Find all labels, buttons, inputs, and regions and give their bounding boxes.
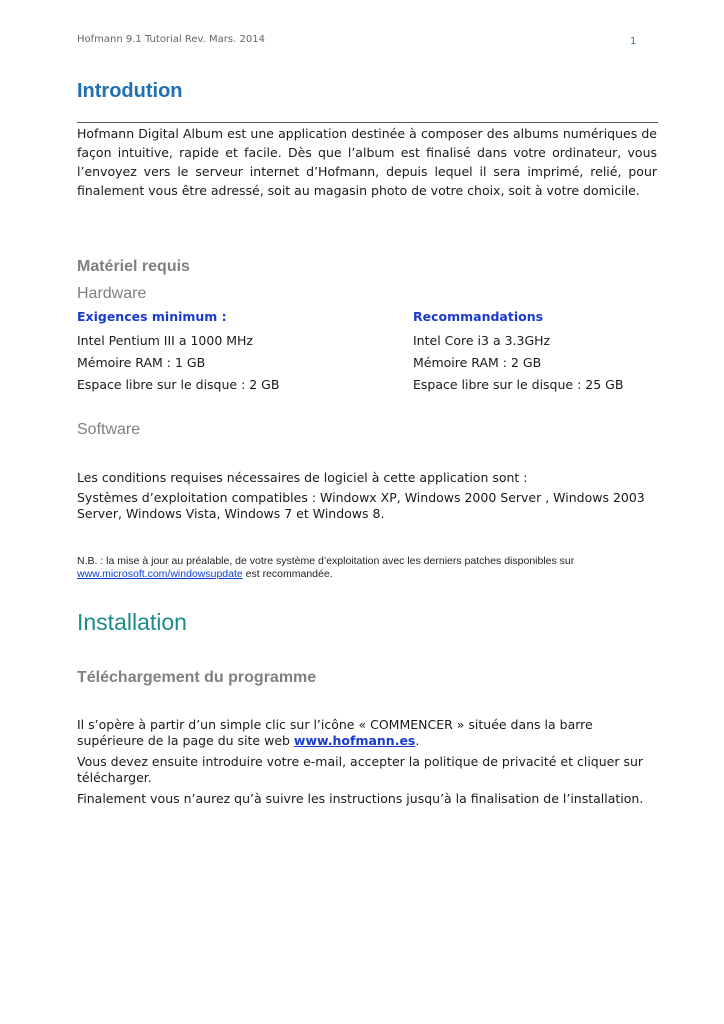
download-paragraph-2: Vous devez ensuite introduire votre e-mail, accepter la politique de privacité et cliquer sur télécharger. bbox=[77, 754, 644, 785]
minimum-requirements-heading: Exigences minimum : bbox=[77, 309, 227, 324]
update-note-suffix: est recommandée. bbox=[242, 568, 333, 580]
introduction-paragraph: Hofmann Digital Album est une application destinée à composer des albums numériques de façon intuitive, rapide et facile. Dès que l’album est finalisé dans votre ordinateur, vous l’envoyez vers le serveur internet d’Hofmann, depuis lequel il sera imprimé, relié, pour finalement vous être adressé, soit au magasin photo de votre choix, soit à votre domicile. bbox=[77, 126, 657, 198]
hofmann-website-link[interactable]: www.hofmann.es bbox=[293, 733, 416, 748]
update-note-text: N.B. : la mise à jour au préalable, de votre système d’exploitation avec les derniers patches disponibles sur bbox=[77, 555, 575, 567]
download-paragraph-1-end: . bbox=[415, 733, 420, 748]
introduction-heading: Introdution bbox=[77, 80, 183, 102]
minimum-cpu: Intel Pentium III a 1000 MHz bbox=[77, 333, 253, 348]
software-heading: Software bbox=[77, 421, 141, 438]
software-intro: Les conditions requises nécessaires de logiciel à cette application sont : bbox=[77, 470, 528, 485]
download-paragraph-1 bbox=[77, 717, 657, 749]
recommended-ram: Mémoire RAM : 2 GB bbox=[413, 355, 542, 370]
recommended-cpu: Intel Core i3 a 3.3GHz bbox=[413, 333, 551, 348]
software-systems: Systèmes d’exploitation compatibles : Windowx XP, Windows 2000 Server , Windows 2003 Server, Windows Vista, Windows 7 et Windows 8. bbox=[77, 490, 645, 521]
minimum-ram: Mémoire RAM : 1 GB bbox=[77, 355, 206, 370]
installation-heading: Installation bbox=[77, 609, 187, 635]
page-number: 1 bbox=[630, 36, 637, 47]
heading-rule bbox=[77, 122, 658, 123]
download-heading: Téléchargement du programme bbox=[77, 669, 317, 686]
update-note bbox=[77, 555, 657, 581]
requirements-heading: Matériel requis bbox=[77, 258, 190, 275]
download-paragraph-1-text: Il s’opère à partir d’un simple clic sur l’icône « COMMENCER » située dans la barre supérieure de la page du site web bbox=[77, 717, 593, 748]
hardware-heading: Hardware bbox=[77, 285, 147, 302]
running-header: Hofmann 9.1 Tutorial Rev. Mars. 2014 bbox=[77, 34, 265, 45]
recommended-requirements-heading: Recommandations bbox=[413, 309, 544, 324]
download-paragraph-3: Finalement vous n’aurez qu’à suivre les instructions jusqu’à la finalisation de l’installation. bbox=[77, 791, 644, 806]
windows-update-link[interactable]: www.microsoft.com/windowsupdate bbox=[77, 568, 243, 580]
minimum-disk: Espace libre sur le disque : 2 GB bbox=[77, 377, 280, 392]
recommended-disk: Espace libre sur le disque : 25 GB bbox=[413, 377, 624, 392]
